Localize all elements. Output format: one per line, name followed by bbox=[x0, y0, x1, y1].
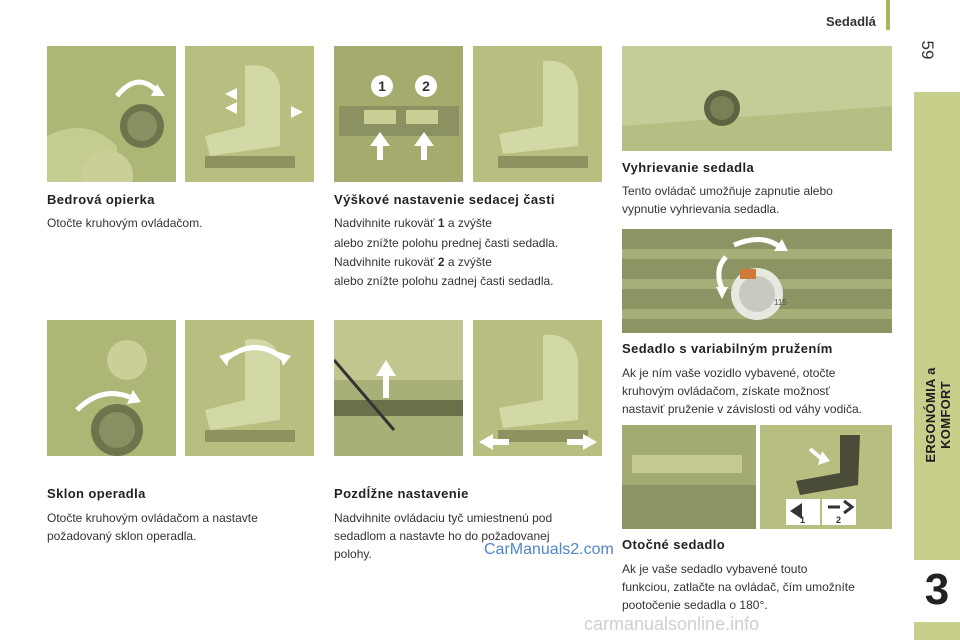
heating-line-1: Tento ovládač umožňuje zapnutie alebo bbox=[622, 184, 833, 198]
height-handles-image bbox=[334, 46, 463, 182]
chapter-label: ERGONÓMIA a KOMFORT bbox=[923, 367, 953, 463]
heating-title: Vyhrievanie sedadla bbox=[622, 160, 755, 175]
swivel-diagram-image bbox=[760, 425, 892, 529]
dial-mark-label: 115 bbox=[774, 298, 787, 307]
lumbar-dial-image bbox=[47, 46, 176, 182]
longitudinal-line-1: Nadvihnite ovládaciu tyč umiestnenú pod bbox=[334, 511, 553, 525]
swivel-step-2-label: 2 bbox=[836, 515, 842, 525]
suspension-line-1: Ak je ním vaše vozidlo vybavené, otočte bbox=[622, 366, 836, 380]
longitudinal-bar-image bbox=[334, 320, 463, 456]
height-line-1: Nadvihnite rukoväť 1 a zvýšte bbox=[334, 216, 492, 230]
suspension-line-2: kruhovým ovládačom, získate možnosť bbox=[622, 384, 830, 398]
header-accent-bar bbox=[886, 0, 890, 30]
backrest-line-1: Otočte kruhovým ovládačom a nastavte bbox=[47, 511, 258, 525]
manuals-online-watermark: carmanualsonline.info bbox=[584, 614, 760, 634]
swivel-step-1-label: 1 bbox=[800, 515, 806, 525]
backrest-seat-image bbox=[185, 320, 314, 456]
suspension-line-3: nastaviť pruženie v závislosti od váhy vodiča. bbox=[622, 402, 862, 416]
heating-line-2: vypnutie vyhrievania sedadla. bbox=[622, 202, 780, 216]
longitudinal-line-3: polohy. bbox=[334, 547, 372, 561]
lumbar-text: Otočte kruhovým ovládačom. bbox=[47, 216, 203, 230]
page-header-title: Sedadlá bbox=[826, 14, 876, 29]
height-line-4: alebo znížte polohu zadnej časti sedadla. bbox=[334, 274, 554, 288]
suspension-dial-image bbox=[622, 229, 892, 333]
swivel-line-3: pootočenie sedadla o 180°. bbox=[622, 598, 768, 612]
lumbar-title: Bedrová opierka bbox=[47, 192, 155, 207]
lumbar-seat-image bbox=[185, 46, 314, 182]
page-number: 59 bbox=[918, 40, 937, 60]
suspension-title: Sedadlo s variabilným pružením bbox=[622, 341, 833, 356]
height-seat-image bbox=[473, 46, 602, 182]
backrest-dial-image bbox=[47, 320, 176, 456]
swivel-line-1: Ak je vaše sedadlo vybavené touto bbox=[622, 562, 808, 576]
chapter-number: 3 bbox=[924, 565, 950, 614]
handle-1-label: 1 bbox=[378, 78, 386, 94]
height-line-3: Nadvihnite rukoväť 2 a zvýšte bbox=[334, 255, 492, 269]
swivel-detail-image bbox=[622, 425, 756, 529]
handle-2-label: 2 bbox=[422, 78, 430, 94]
swivel-line-2: funkciou, zatlačte na ovládač, čím umožníte bbox=[622, 580, 855, 594]
height-title: Výškové nastavenie sedacej časti bbox=[334, 192, 555, 207]
swivel-title: Otočné sedadlo bbox=[622, 537, 726, 552]
backrest-line-2: požadovaný sklon operadla. bbox=[47, 529, 197, 543]
longitudinal-seat-image bbox=[473, 320, 602, 456]
carmanuals-watermark: CarManuals2.com bbox=[484, 541, 614, 558]
height-line-2: alebo znížte polohu prednej časti sedadla. bbox=[334, 236, 559, 250]
backrest-title: Sklon operadla bbox=[47, 486, 146, 501]
longitudinal-title: Pozdĺžne nastavenie bbox=[334, 486, 469, 501]
longitudinal-line-2: sedadlom a nastavte ho do požadovanej bbox=[334, 529, 550, 543]
heating-button-image bbox=[622, 46, 892, 151]
